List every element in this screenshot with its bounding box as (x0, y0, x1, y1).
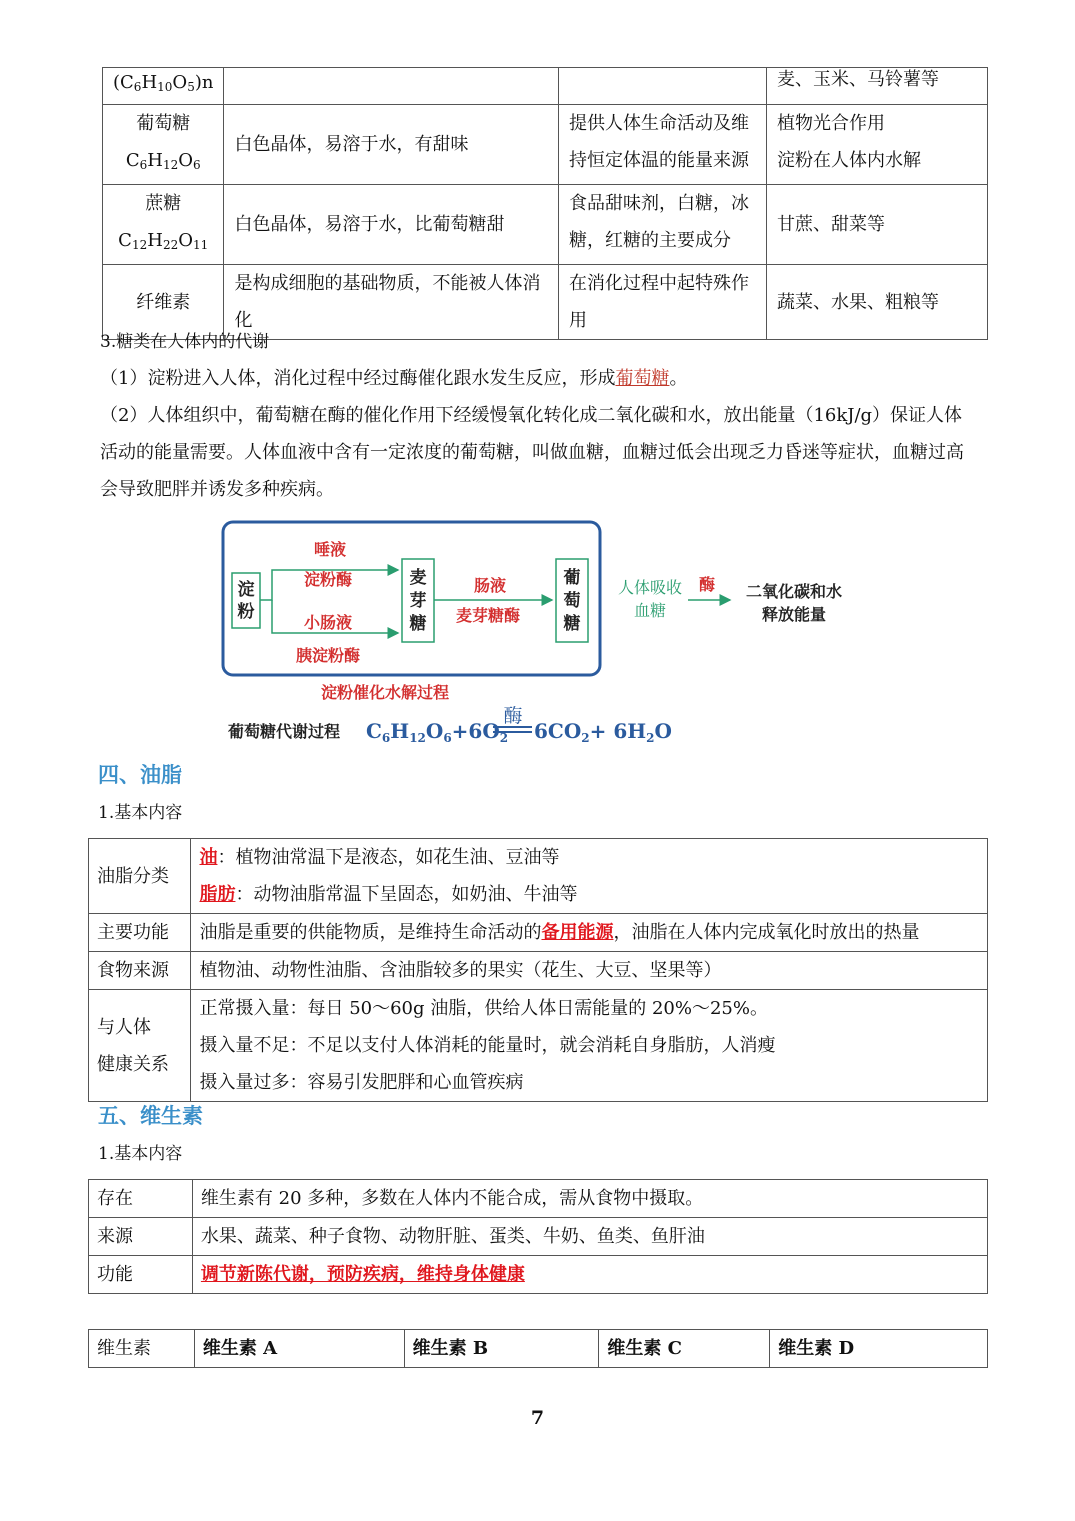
starch-hydrolysis-diagram (220, 515, 870, 750)
sugar-formula: $C_6H_{12}O_6$ (125, 150, 201, 172)
page-number: 7 (530, 1407, 545, 1429)
sugar-name: 纤维素 (103, 265, 224, 340)
vitamin-types-table (88, 1329, 988, 1368)
food-source-text: 植物油、动物性油脂、含油脂较多的果实（花生、大豆、坚果等） (191, 952, 988, 990)
product-label-1: 二氧化碳和水 (745, 582, 843, 601)
svg-text:萄: 萄 (563, 591, 581, 611)
row-label: 主要功能 (89, 914, 191, 952)
sugar-name: 葡萄糖 (136, 113, 191, 134)
fats-table (88, 838, 988, 1102)
svg-text:麦: 麦 (409, 568, 427, 588)
property-cell: 白色晶体，易溶于水，比葡萄糖甜 (224, 185, 559, 265)
table-row: 来源 水果、蔬菜、种子食物、动物肝脏、蛋类、牛奶、鱼类、鱼肝油 (89, 1218, 988, 1256)
vitamins-table (88, 1179, 988, 1294)
table-row (89, 1330, 988, 1368)
row-label: 健康关系 (97, 1053, 169, 1075)
starch-enzyme-label: 淀粉酶 (303, 570, 353, 589)
metabolism-paragraph-1: （1）淀粉进入人体，消化过程中经过酶催化跟水发生反应，形成葡萄糖。 (100, 368, 688, 389)
diagram-caption: 淀粉催化水解过程 (320, 683, 450, 702)
enzyme-label: 酶 (698, 575, 716, 594)
row-label: 食物来源 (89, 952, 191, 990)
row-label: 存在 (89, 1180, 193, 1218)
property-cell: 是构成细胞的基础物质，不能被人体消化 (224, 265, 559, 340)
table-row: 主要功能 油脂是重要的供能物质，是维持生命活动的备用能源，油脂在人体内完成氧化时放出的热量 (89, 914, 988, 952)
starch-char-1: 淀 (237, 580, 255, 600)
source-cell: 麦、玉米、马铃薯等 (767, 68, 988, 105)
sugar-formula: $C_{12}H_{22}O_{11}$ (118, 230, 209, 252)
table-row: 存在 维生素有 20 多种，多数在人体内不能合成，需从食物中摄取。 (89, 1180, 988, 1218)
product-label-2: 释放能量 (761, 605, 827, 624)
pancreatic-amylase-label: 胰淀粉酶 (295, 646, 361, 665)
vitamin-header-cell: 维生素 B (404, 1330, 599, 1368)
metabolism-label: 葡萄糖代谢过程 (228, 722, 341, 741)
table-row (103, 185, 988, 265)
metabolism-paragraph-2: （2）人体组织中，葡萄糖在酶的催化作用下经缓慢氧化转化成二氧化碳和水，放出能量（16kJ/g）保证人体活动的能量需要。人体血液中含有一定浓度的葡萄糖，叫做血糖，血糖过低会出现乏力昏迷等症状，血糖过高会导致肥胖并诱发多种疾病。 (100, 405, 964, 500)
saliva-label: 唾液 (313, 540, 347, 559)
oil-term: 油 (199, 847, 218, 868)
formula-cell: $(C_6H_{10}O_5)n$ (103, 68, 224, 105)
intestinal-label: 肠液 (473, 576, 507, 595)
row-label: 与人体 (97, 1016, 151, 1038)
section-subheading: 1.基本内容 (98, 1144, 183, 1164)
sugar-name: 蔗糖 (145, 193, 182, 214)
source-line: 淀粉在人体内水解 (777, 150, 922, 171)
section-title-fats: 四、油脂 (98, 762, 182, 787)
source-cell: 甘蔗、甜菜等 (767, 185, 988, 265)
svg-text:葡: 葡 (563, 568, 581, 588)
vitamin-header-cell: 维生素 C (599, 1330, 770, 1368)
section-title-vitamins: 五、维生素 (98, 1103, 203, 1128)
source-line: 植物光合作用 (777, 113, 886, 134)
reserve-energy-term: 备用能源 (541, 922, 614, 943)
row-label: 功能 (89, 1256, 193, 1294)
svg-text:糖: 糖 (563, 614, 581, 634)
sugar-table (102, 67, 988, 340)
svg-text:芽: 芽 (409, 591, 427, 611)
table-row (103, 105, 988, 185)
use-cell: 在消化过程中起特殊作用 (558, 265, 766, 340)
equation-left: $C_6H_{12}O_6+6O_2$ (366, 719, 509, 745)
table-row (103, 68, 988, 105)
vitamin-header-cell: 维生素 D (770, 1330, 988, 1368)
function-text: 调节新陈代谢，预防疾病，维持身体健康 (200, 1264, 525, 1285)
property-cell: 白色晶体，易溶于水，有甜味 (224, 105, 559, 185)
metabolism-heading: 3.糖类在人体内的代谢 (100, 332, 270, 352)
source-cell: 蔬菜、水果、粗粮等 (767, 265, 988, 340)
absorb-label: 人体吸收 (617, 578, 683, 597)
use-cell: 食品甜味剂，白糖，冰糖，红糖的主要成分 (558, 185, 766, 265)
vitamin-header-cell: 维生素 A (194, 1330, 404, 1368)
row-label: 油脂分类 (89, 839, 191, 914)
table-row (89, 1256, 988, 1294)
blood-sugar-label: 血糖 (633, 601, 667, 620)
table-row: 油脂分类 油：植物油常温下是液态，如花生油、豆油等 脂肪：动物油脂常温下呈固态，如奶油、牛油等 (89, 839, 988, 914)
fat-term: 脂肪 (199, 884, 236, 905)
svg-text:糖: 糖 (409, 614, 427, 634)
starch-char-2: 粉 (237, 602, 255, 622)
vitamin-header-cell: 维生素 (89, 1330, 195, 1368)
table-row: 与人体 健康关系 正常摄入量：每日 50～60g 油脂，供给人体日需能量的 20%～25%。 摄入量不足：不足以支付人体消耗的能量时，就会消耗自身脂肪，人消瘦 摄入量过多：容易引发肥胖和心血管疾病 (89, 990, 988, 1102)
small-intestine-label: 小肠液 (303, 613, 353, 632)
table-row (89, 952, 988, 990)
equation-enzyme: 酶 (503, 705, 523, 727)
maltase-label: 麦芽糖酶 (455, 606, 521, 625)
use-cell: 提供人体生命活动及维持恒定体温的能量来源 (558, 105, 766, 185)
row-label: 来源 (89, 1218, 193, 1256)
equation-right: $6CO_2+ 6H_2O$ (534, 719, 672, 745)
glucose-highlight: 葡萄糖 (615, 368, 670, 389)
section-subheading: 1.基本内容 (98, 803, 183, 823)
